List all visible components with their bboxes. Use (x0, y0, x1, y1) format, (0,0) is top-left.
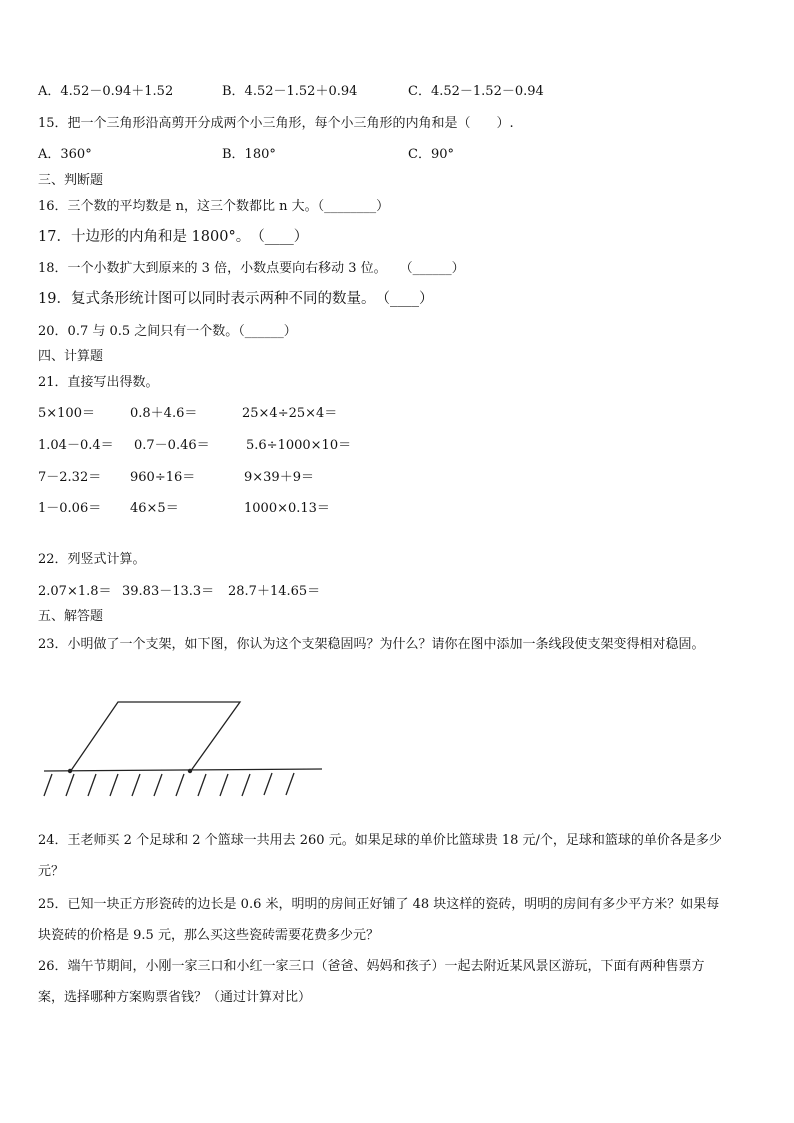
q21-row2-col3: 5.6÷1000×10＝ (246, 438, 352, 453)
q18-text: 18．一个小数扩大到原来的 3 倍，小数点要向右移动 3 位。 （______） (38, 261, 465, 276)
hinge-dot-left (68, 769, 72, 773)
q19-text: 19．复式条形统计图可以同时表示两种不同的数量。 （____） (38, 291, 434, 307)
q24-line2: 元？ (38, 864, 65, 879)
q23-text: 23．小明做了一个支架，如下图，你认为这个支架稳固吗？为什么？请你在图中添加一条线段使支架变得相对稳固。 (38, 637, 705, 652)
section-heading-calculation: 四、计算题 (38, 349, 104, 364)
q21-row3-col3: 9×39＋9＝ (244, 470, 314, 485)
q14-option-b: B．4.52－1.52＋0.94 (222, 84, 358, 99)
section-heading-judgement: 三、判断题 (38, 173, 104, 188)
q15-option-b: B．180° (222, 147, 276, 162)
q22-item-3: 28.7＋14.65＝ (228, 584, 321, 599)
q24-line1: 24．王老师买 2 个足球和 2 个篮球一共用去 260 元。如果足球的单价比篮球贵 18 元/个，足球和篮球的单价各是多少 (38, 833, 722, 848)
hinge-dot-right (188, 769, 192, 773)
q21-row3-col2: 960÷16＝ (130, 470, 196, 485)
q26-line2: 案，选择哪种方案购票省钱？（通过计算对比） (38, 990, 312, 1005)
q15-text: 15．把一个三角形沿高剪开分成两个小三角形，每个小三角形的内角和是（ ）. (38, 116, 514, 131)
q17-text: 17．十边形的内角和是 1800°。 （____） (38, 229, 309, 245)
q21-row3-col1: 7－2.32＝ (38, 470, 102, 485)
q16-text: 16．三个数的平均数是 n，这三个数都比 n 大。（________） (38, 199, 390, 214)
q21-row1-col3: 25×4÷25×4＝ (242, 406, 338, 421)
q21-row2-col1: 1.04－0.4＝ (38, 438, 114, 453)
q21-row2-col2: 0.7－0.46＝ (134, 438, 210, 453)
q21-row1-col2: 0.8＋4.6＝ (130, 406, 198, 421)
q21-row4-col2: 46×5＝ (130, 501, 179, 516)
q21-row4-col3: 1000×0.13＝ (244, 501, 330, 516)
q20-text: 20．0.7 与 0.5 之间只有一个数。（______） (38, 324, 297, 339)
support-frame-figure (30, 690, 330, 805)
q26-line1: 26．端午节期间，小刚一家三口和小红一家三口（爸爸、妈妈和孩子）一起去附近某风景区游玩，下面有两种售票方 (38, 959, 705, 974)
section-heading-word-problems: 五、解答题 (38, 609, 104, 624)
q22-item-2: 39.83－13.3＝ (122, 584, 215, 599)
q21-row1-col1: 5×100＝ (38, 406, 95, 421)
q14-option-a: A．4.52－0.94＋1.52 (38, 84, 174, 99)
q21-text: 21．直接写出得数。 (38, 375, 159, 390)
q25-line1: 25．已知一块正方形瓷砖的边长是 0.6 米，明明的房间正好铺了 48 块这样的瓷砖，明明的房间有多少平方米？如果每 (38, 897, 720, 912)
q15-option-c: C．90° (408, 147, 454, 162)
q22-item-1: 2.07×1.8＝ (38, 584, 112, 599)
q14-option-c: C．4.52－1.52－0.94 (408, 84, 544, 99)
q25-line2: 块瓷砖的价格是 9.5 元，那么买这些瓷砖需要花费多少元？ (38, 928, 379, 943)
q21-row4-col1: 1－0.06＝ (38, 501, 102, 516)
q15-option-a: A．360° (38, 147, 92, 162)
q22-text: 22．列竖式计算。 (38, 552, 146, 567)
